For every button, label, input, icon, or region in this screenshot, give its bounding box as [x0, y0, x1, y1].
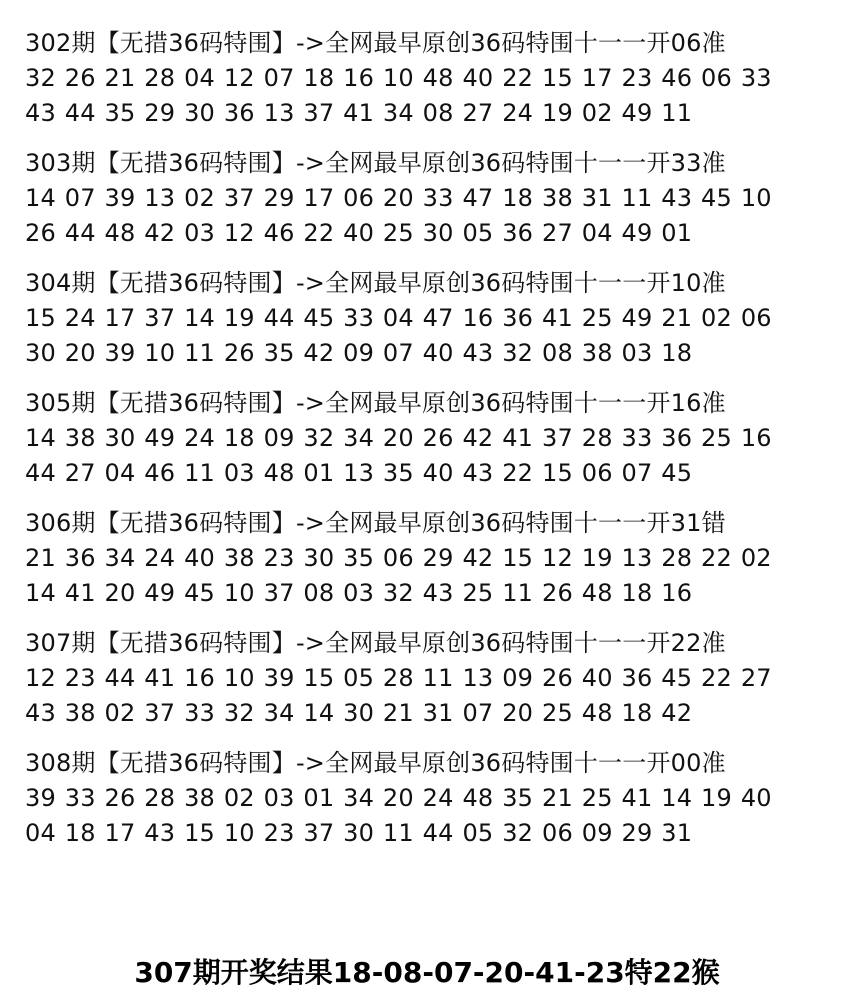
entry-numbers-line-2: 26 44 48 42 03 12 46 22 40 25 30 05 36 27 04 49 01 [25, 219, 693, 247]
entry-header: 302期【无措36码特围】->全网最早原创36码特围十一一开06准 [25, 29, 726, 57]
entry-numbers-line-2: 43 44 35 29 30 36 13 37 41 34 08 27 24 19 02 49 11 [25, 99, 693, 127]
entry-header: 307期【无措36码特围】->全网最早原创36码特围十一一开22准 [25, 629, 726, 657]
entry-308 [25, 746, 825, 851]
entries-list [25, 26, 825, 866]
entry-numbers-line-1: 21 36 34 24 40 38 23 30 35 06 29 42 15 12 19 13 28 22 02 [25, 544, 772, 572]
entry-numbers-line-1: 12 23 44 41 16 10 39 15 05 28 11 13 09 26 40 36 45 22 27 [25, 664, 772, 692]
entry-numbers-line-1: 32 26 21 28 04 12 07 18 16 10 48 40 22 15 17 23 46 06 33 [25, 64, 772, 92]
entry-306 [25, 506, 825, 611]
entry-numbers-line-1: 14 38 30 49 24 18 09 32 34 20 26 42 41 37 28 33 36 25 16 [25, 424, 772, 452]
entry-numbers-line-1: 14 07 39 13 02 37 29 17 06 20 33 47 18 38 31 11 43 45 10 [25, 184, 772, 212]
entry-numbers-line-2: 04 18 17 43 15 10 23 37 30 11 44 05 32 06 09 29 31 [25, 819, 693, 847]
entry-header: 305期【无措36码特围】->全网最早原创36码特围十一一开16准 [25, 389, 726, 417]
entry-numbers-line-2: 43 38 02 37 33 32 34 14 30 21 31 07 20 25 48 18 42 [25, 699, 693, 727]
draw-result-footer: 307期开奖结果18-08-07-20-41-23特22猴 [134, 956, 720, 989]
entry-307 [25, 626, 825, 731]
entry-numbers-line-2: 30 20 39 10 11 26 35 42 09 07 40 43 32 08 38 03 18 [25, 339, 693, 367]
entry-numbers-line-2: 14 41 20 49 45 10 37 08 03 32 43 25 11 26 48 18 16 [25, 579, 693, 607]
entry-header: 308期【无措36码特围】->全网最早原创36码特围十一一开00准 [25, 749, 726, 777]
entry-header: 306期【无措36码特围】->全网最早原创36码特围十一一开31错 [25, 509, 726, 537]
entry-303 [25, 146, 825, 251]
entry-header: 303期【无措36码特围】->全网最早原创36码特围十一一开33准 [25, 149, 726, 177]
entry-numbers-line-1: 39 33 26 28 38 02 03 01 34 20 24 48 35 21 25 41 14 19 40 [25, 784, 772, 812]
entry-302 [25, 26, 825, 131]
entry-305 [25, 386, 825, 491]
entry-numbers-line-2: 44 27 04 46 11 03 48 01 13 35 40 43 22 15 06 07 45 [25, 459, 693, 487]
entry-header: 304期【无措36码特围】->全网最早原创36码特围十一一开10准 [25, 269, 726, 297]
entry-304 [25, 266, 825, 371]
entry-numbers-line-1: 15 24 17 37 14 19 44 45 33 04 47 16 36 41 25 49 21 02 06 [25, 304, 772, 332]
